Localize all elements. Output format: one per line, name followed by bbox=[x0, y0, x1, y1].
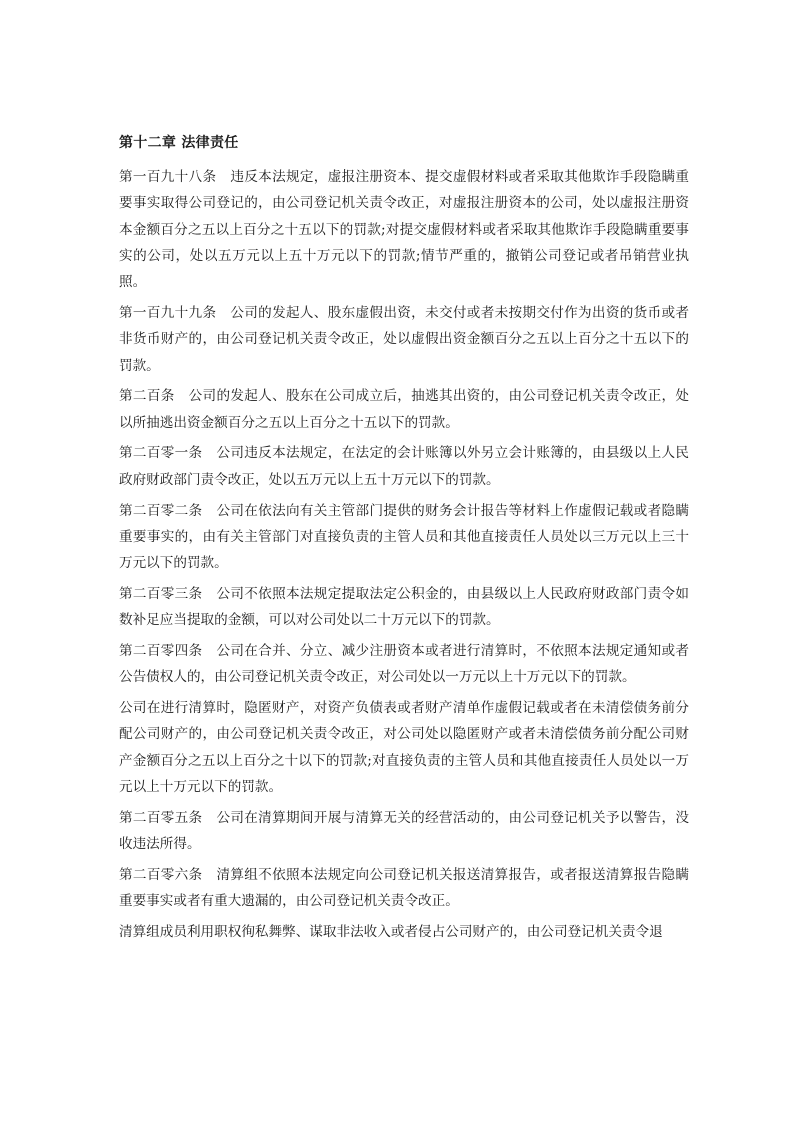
chapter-title: 第十二章 法律责任 bbox=[119, 135, 239, 151]
article-text: 公司违反本法规定，在法定的会计账簿以外另立会计账簿的，由县级以上人民政府财政部门责令改正，处以五万元以上五十万元以下的罚款。 bbox=[119, 445, 690, 488]
article-number: 第二百零六条 bbox=[119, 866, 203, 883]
article-text: 违反本法规定，虚报注册资本、提交虚假材料或者采取其他欺诈手段隐瞒重要事实取得公司登记的，由公司登记机关责令改正，对虚报注册资本的公司，处以虚报注册资本金额百分之五以上百分之十五以下的罚款;对提交虚假材料或者采取其他欺诈手段隐瞒重要事实的公司，处以五万元以上五十万元以下的罚款;情节严重的，撤销公司登记或者吊销营业执照。 bbox=[119, 169, 690, 291]
article-206-continuation bbox=[119, 919, 689, 945]
article-text: 公司在清算期间开展与清算无关的经营活动的，由公司登记机关予以警告，没收违法所得。 bbox=[119, 809, 690, 853]
article-number: 第一百九十八条 bbox=[119, 169, 217, 185]
article-number: 第二百零三条 bbox=[119, 585, 203, 602]
article-204 bbox=[119, 638, 689, 691]
article-text: 清算组成员利用职权徇私舞弊、谋取非法收入或者侵占公司财产的，由公司登记机关责令退 bbox=[119, 924, 663, 941]
article-text: 公司的发起人、股东在公司成立后，抽逃其出资的，由公司登记机关责令改正，处以所抽逃出资金额百分之五以上百分之十五以下的罚款。 bbox=[119, 388, 690, 431]
article-200 bbox=[119, 383, 689, 436]
article-203 bbox=[119, 581, 689, 634]
document-body bbox=[119, 133, 689, 950]
article-number: 第二百零二条 bbox=[119, 502, 203, 519]
article-number: 第二百条 bbox=[119, 388, 175, 405]
article-201 bbox=[119, 440, 689, 493]
article-199 bbox=[119, 300, 689, 379]
article-text: 公司在依法向有关主管部门提供的财务会计报告等材料上作虚假记载或者隐瞒重要事实的，由有关主管部门对直接负责的主管人员和其他直接责任人员处以三万元以上三十万元以下的罚款。 bbox=[119, 502, 690, 572]
article-204-continuation bbox=[119, 695, 689, 800]
article-text: 公司不依照本法规定提取法定公积金的，由县级以上人民政府财政部门责令如数补足应当提取的金额，可以对公司处以二十万元以下的罚款。 bbox=[119, 585, 690, 629]
article-text: 清算组不依照本法规定向公司登记机关报送清算报告，或者报送清算报告隐瞒重要事实或者有重大遗漏的，由公司登记机关责令改正。 bbox=[119, 866, 690, 910]
article-202 bbox=[119, 498, 689, 577]
article-text: 公司的发起人、股东虚假出资，未交付或者未按期交付作为出资的货币或者非货币财产的，由公司登记机关责令改正，处以虚假出资金额百分之五以上百分之十五以下的罚款。 bbox=[119, 304, 690, 374]
article-205 bbox=[119, 805, 689, 858]
article-text: 公司在合并、分立、减少注册资本或者进行清算时，不依照本法规定通知或者公告债权人的，由公司登记机关责令改正，对公司处以一万元以上十万元以下的罚款。 bbox=[119, 643, 690, 686]
article-number: 第二百零五条 bbox=[119, 809, 203, 826]
article-number: 第一百九十九条 bbox=[119, 304, 217, 321]
article-206 bbox=[119, 862, 689, 915]
article-text: 公司在进行清算时，隐匿财产，对资产负债表或者财产清单作虚假记载或者在未清偿债务前分配公司财产的，由公司登记机关责令改正，对公司处以隐匿财产或者未清偿债务前分配公司财产金额百分之五以上百分之十以下的罚款;对直接负责的主管人员和其他直接责任人员处以一万元以上十万元以下的罚款。 bbox=[119, 700, 689, 796]
article-198 bbox=[119, 164, 689, 295]
article-number: 第二百零一条 bbox=[119, 445, 203, 462]
article-number: 第二百零四条 bbox=[119, 643, 203, 660]
